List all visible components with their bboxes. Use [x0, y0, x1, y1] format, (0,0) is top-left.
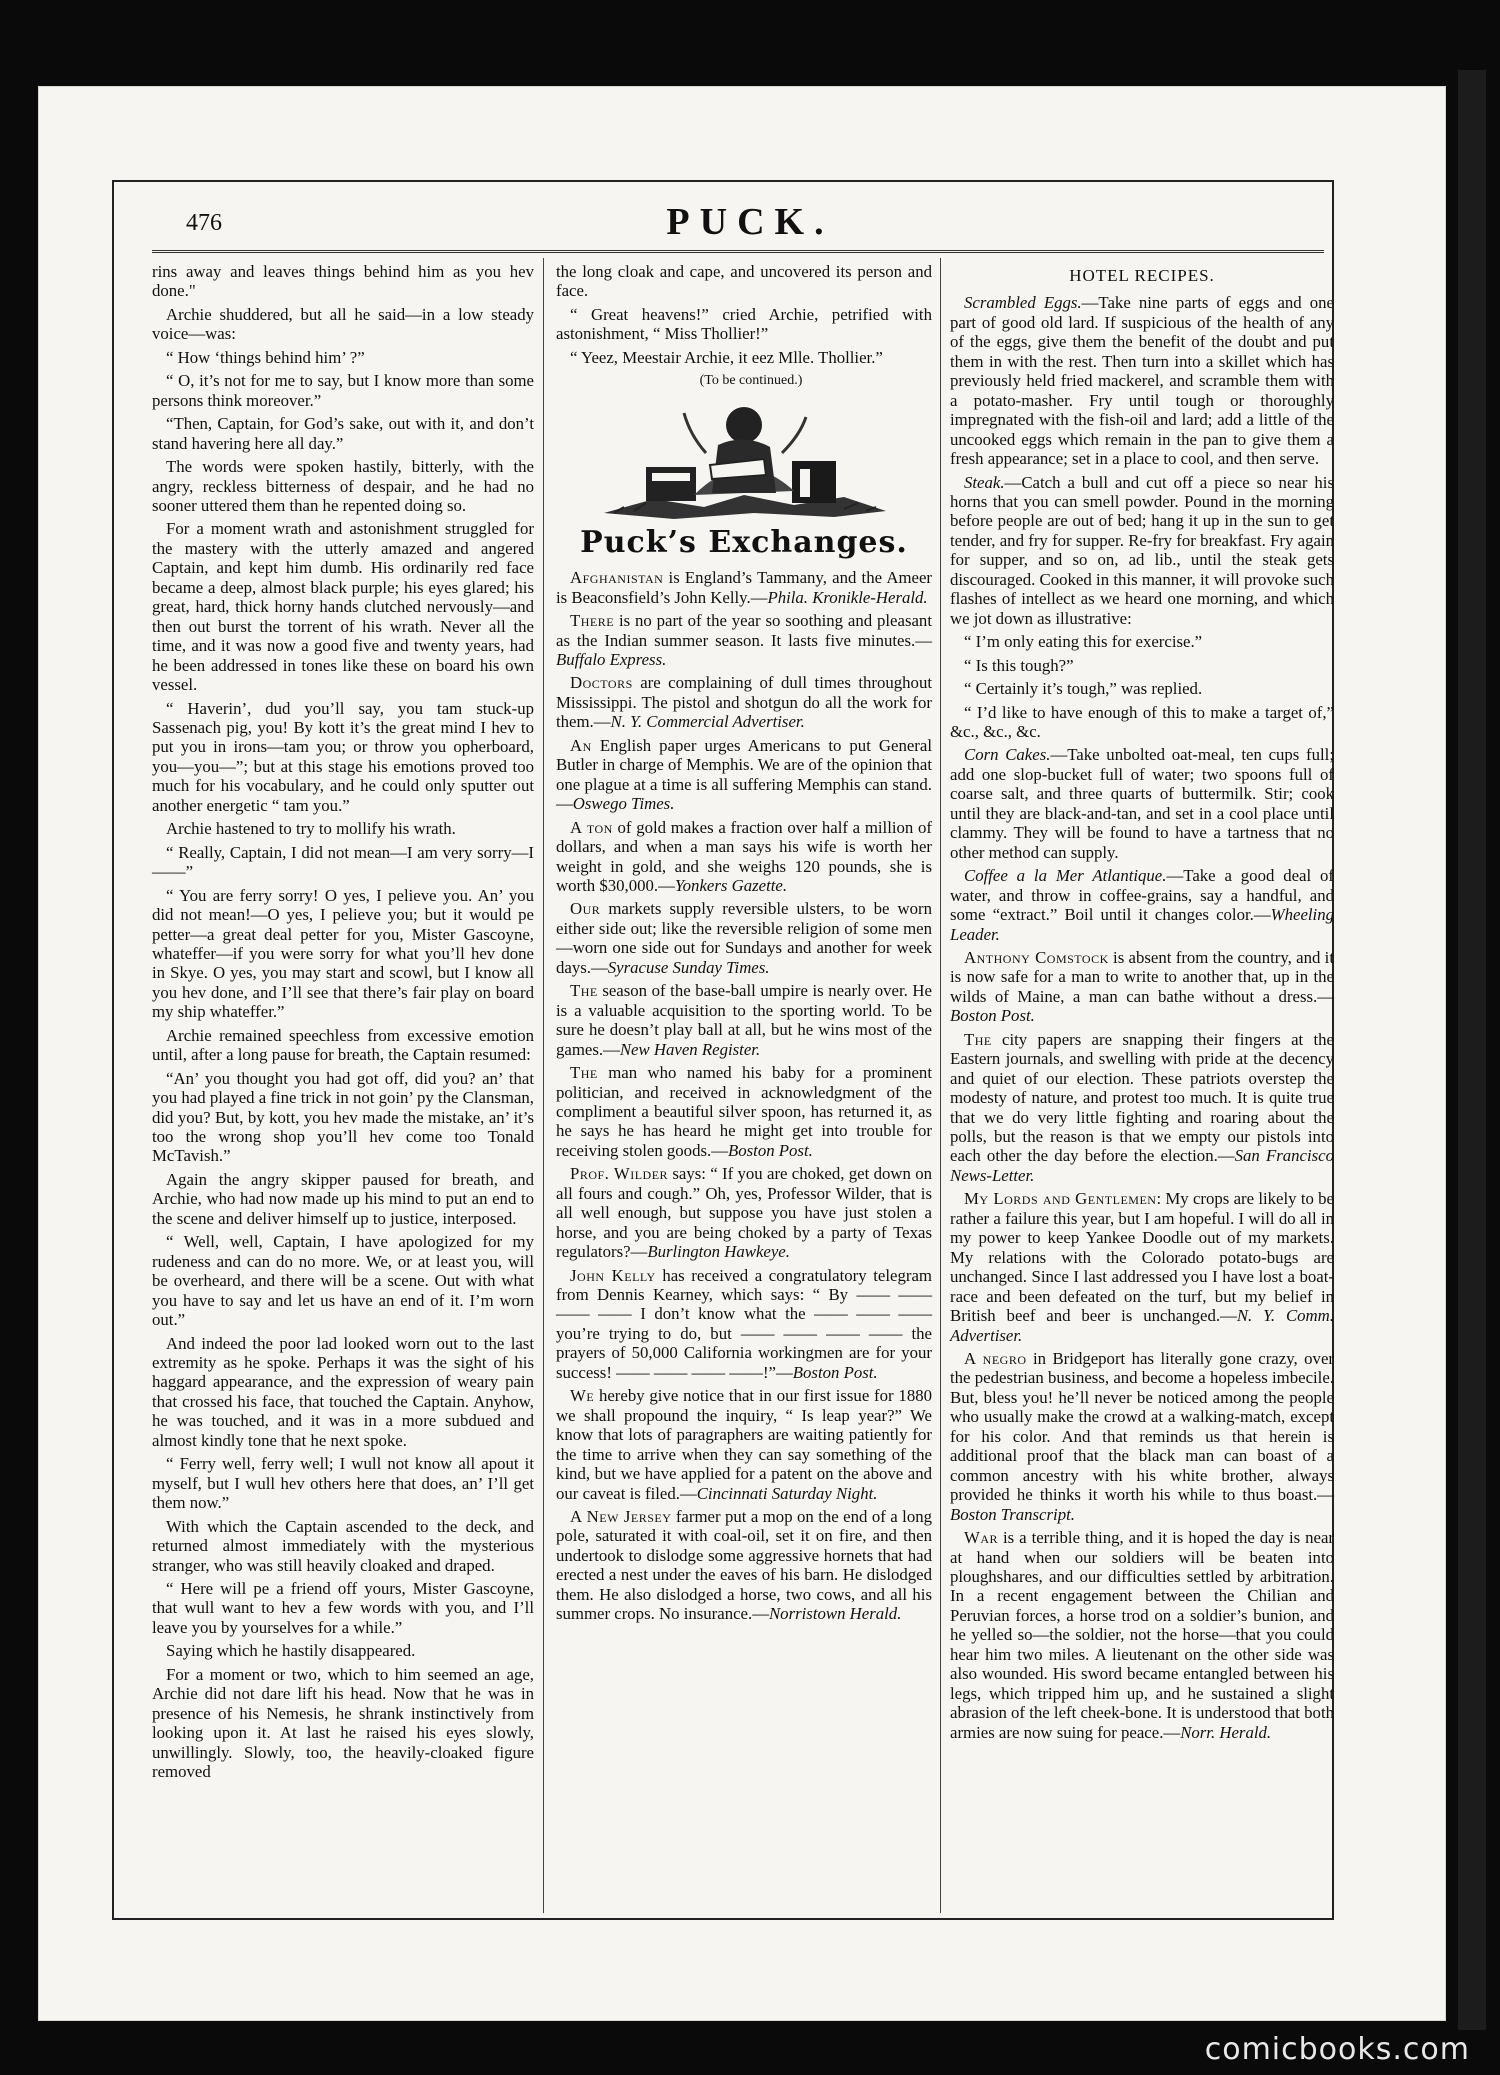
paragraph: rins away and leaves things behind him as you hev done." [152, 262, 534, 301]
item-paragraph [950, 293, 1334, 468]
masthead-rule [152, 250, 1324, 253]
paragraph: “ O, it’s not for me to say, but I know more than some persons think moreover.” [152, 371, 534, 410]
page-number: 476 [186, 210, 222, 236]
item-text: season of the base-ball umpire is nearly over. He is a valuable acquisition to the sporting world. To be sure he doesn’t play ball at all, but he wins most of the games.— [556, 981, 932, 1059]
item-lead: War [964, 1528, 999, 1548]
item-source: Boston Post. [727, 1140, 813, 1160]
item-text: markets supply reversible ulsters, to be worn either side out; like the reversible religion of some men—worn one side out for Sundays and another for week days.— [556, 899, 932, 977]
item-text: is no part of the year so soothing and pleasant as the Indian summer season. It lasts five minutes.— [556, 611, 932, 650]
masthead-title: PUCK. [666, 201, 834, 243]
item-lead: The [570, 1063, 598, 1083]
reading-figure-vignette [594, 395, 894, 527]
column-exchanges [556, 262, 932, 1628]
item-source: San Francisco News-Letter. [950, 1146, 1334, 1185]
item-lead: The [964, 1029, 992, 1049]
paragraph: “ Here will pe a friend off yours, Mister Gascoyne, that wull want to hev a few words with you, and I’ll leave you by yourselves for a while.” [152, 1579, 534, 1637]
item-paragraph [950, 1030, 1334, 1186]
item-text: are complaining of dull times throughout Mississippi. The pistol and shotgun do all the work for them.— [556, 673, 932, 732]
item-source: Boston Transcript. [950, 1504, 1075, 1524]
item-lead: A negro [964, 1349, 1027, 1369]
item-source: Oswego Times. [572, 794, 675, 814]
paragraph: “ Really, Captain, I did not mean—I am very sorry—I——” [152, 842, 534, 882]
item-text: city papers are snapping their fingers at the Eastern journals, and swelling with pride at the decency and quiet of our election. These patriots overstep the modesty of nature, and protest too much. It is quite true that we do very little fighting and roaring about the polls, but the reason is that we empty our pistols into each other the day before the election.— [950, 1029, 1334, 1166]
to-be-continued: (To be continued.) [699, 373, 803, 389]
column-hotel-recipes [950, 262, 1334, 1746]
item-text: in Bridgeport has literally gone crazy, over the pedestrian business, and become a hopeless imbecile. But, bless you! he’ll never be noticed among the people who usually make the crowd at a walking-match, except for his color. And that reminds us that herein is additional proof that the black man can boast of a common ancestry with his white brother, always provided he thinks it worth his while to thus boast.— [950, 1349, 1334, 1505]
item-source: Boston Post. [792, 1362, 878, 1382]
item-paragraph [950, 1189, 1334, 1345]
item-source: Phila. Kronikle-Herald. [767, 587, 928, 607]
paragraph: “ I’d like to have enough of this to make a target of,” &c., &c., &c. [950, 702, 1334, 741]
recipe-dialog [950, 632, 1334, 741]
paragraph: Archie remained speechless from excessive emotion until, after a long pause for breath, the Captain resumed: [152, 1025, 534, 1065]
item-text: hereby give notice that in our first issue for 1880 we shall propound the inquiry, “ Is leap year?” We know that lots of paragraphers are waiting patiently for the time to arrive when they can say something of the kind, but we have applied for a patent on the above and our caveat is filed.— [556, 1386, 932, 1503]
item-paragraph [556, 736, 932, 814]
item-paragraph [950, 866, 1334, 944]
paragraph: “ You are ferry sorry! O yes, I pelieve you. An’ you did not mean!—O yes, I pelieve you; but it would pe petter—a great deal petter for you, Mister Gascoyne, whateffer—if you were sorry for what you’ll hev done in Skye. O yes, you may start and scowl, but I know all you hev done, and I’ll see that there’s fair play on board my ship whateffer.” [152, 885, 534, 1022]
item-paragraph [556, 899, 932, 977]
item-text: —Take a good deal of water, and throw in coffee-grains, say a handful, and some “extract.” Boil until it changes color.— [950, 866, 1335, 925]
item-lead: Coffee a la Mer Atlantique. [964, 866, 1167, 886]
item-text: English paper urges Americans to put General Butler in charge of Memphis. We are of the opinion that one plague at a time is all suffering Memphis can stand.— [556, 735, 932, 814]
recipe-list [950, 293, 1334, 628]
paragraph: the long cloak and cape, and uncovered its person and face. [556, 262, 932, 301]
item-lead: Corn Cakes. [964, 745, 1051, 765]
item-source: Norristown Herald. [768, 1604, 902, 1624]
item-text: farmer put a mop on the end of a long pole, saturated it with coal-oil, set it on fire, and then undertook to dislodge some aggressive hornets that had erected a nest under the eaves of his barn. He dislodged them. He also dislodged a horse, two cows, and all his summer crops. No insurance.— [556, 1507, 932, 1624]
paragraph: “ Ferry well, ferry well; I wull not know all apout it myself, but I wull hev others here that does, an’ I’ll get them now.” [152, 1454, 534, 1513]
paragraph: “ Great heavens!” cried Archie, petrified with astonishment, “ Miss Thollier!” [556, 304, 932, 344]
paragraph: For a moment wrath and astonishment struggled for the mastery with the utterly amazed and angered Captain, and kept him dumb. His ordinarily red face became a deep, almost black purple; his eyes glared; his great, hard, thick horny hands clutched nervously—and then out burst the torrent of his wrath. Never all the time, and it was now a good five and twenty years, had he been addressed in tones like these on board his own vessel. [152, 519, 534, 695]
item-lead: Anthony Comstock [964, 947, 1109, 967]
item-paragraph [556, 1063, 932, 1160]
item-source: N. Y. Commercial Advertiser. [610, 712, 805, 732]
paragraph: Saying which he hastily disappeared. [166, 1641, 416, 1661]
item-source: N. Y. Comm. Advertiser. [950, 1306, 1334, 1345]
paragraph: “ I’m only eating this for exercise.” [964, 632, 1203, 652]
paragraph: “ Yeez, Meestair Archie, it eez Mlle. Thollier.” [570, 347, 883, 367]
column-three-items [950, 948, 1334, 1742]
paragraph: “An’ you thought you had got off, did you? an’ that you had played a fine trick in not goin’ py the Clansman, did you? But, by kott, you hev made the mistake, an’ it’s too the wrong shop you’ll hev come too Tonald McTavish.” [152, 1068, 534, 1166]
item-paragraph [950, 745, 1334, 862]
item-lead: Prof. Wilder [570, 1164, 669, 1184]
paragraph: Archie hastened to try to mollify his wrath. [166, 819, 456, 839]
item-paragraph [556, 1266, 932, 1383]
item-paragraph [556, 1164, 932, 1261]
item-paragraph [556, 1507, 932, 1624]
column-divider [940, 258, 941, 1913]
item-lead: Afghanistan [570, 568, 664, 588]
recipe-list-continued [950, 745, 1334, 944]
item-source: Yonkers Gazette. [674, 875, 788, 895]
item-text: is England’s Tammany, and the Ameer is Beaconsfield’s John Kelly.— [556, 568, 932, 607]
item-source: Wheeling Leader. [950, 905, 1334, 944]
item-text: : My crops are likely to be rather a failure this year, but I am hopeful. I will do all in my power to keep Yankee Doodle out of my markets. My relations with the Colorado potato-bugs are unchanged. Since I last addressed you I have lost a boat-race and been defeated on the turf, but my belief in British beef and beer is unchanged.— [950, 1189, 1334, 1326]
item-text: —Catch a bull and cut off a piece so near his horns that you can smell powder. Pound in the morning before people are out of bed; hang it up in the sun to get tender, and fry for supper. Re-fry for breakfast. Fry again for supper, and so on, ad lib., until the steak gets discouraged. Cooked in this manner, it will provoke such flashes of intellect as we heard one morning, and which we jot down as illustrative: [950, 472, 1334, 628]
paragraph: “Then, Captain, for God’s sake, out with it, and don’t stand havering here all day.” [152, 414, 534, 453]
paragraph: “ How ‘things behind him’ ?” [166, 347, 365, 367]
item-paragraph [556, 1386, 932, 1503]
item-text: —Take nine parts of eggs and one part of good old lard. If suspicious of the health of any of the eggs, give them the benefit of the doubt and put them in with the rest. Then turn into a skillet which has previously held fried mackerel, and scramble them with a potato-masher. Fry until tough or thoroughly impregnated with the fish-oil and lard; add a little of the uncooked eggs which remain in the pan to give them a fresh appearance; set in a place to cool, and then serve. [950, 293, 1334, 469]
item-source: Norr. Herald. [1180, 1722, 1272, 1742]
column-serial-story [152, 262, 534, 1786]
item-lead: We [570, 1386, 595, 1406]
item-lead: A New Jersey [570, 1507, 672, 1527]
item-lead: Scrambled Eggs. [964, 293, 1082, 313]
paragraph: With which the Captain ascended to the deck, and returned almost immediately with the mysterious stranger, who was still heavily cloaked and draped. [152, 1516, 534, 1575]
item-source: New Haven Register. [619, 1039, 761, 1059]
binding-gutter [1458, 70, 1486, 2030]
exchange-items [556, 568, 932, 1624]
item-paragraph [950, 1349, 1334, 1524]
paragraph: “ Is this tough?” [964, 655, 1074, 675]
item-paragraph [556, 568, 932, 607]
item-text: —Take unbolted oat-meal, ten cups full; add one slop-bucket full of water; two spoons full of coarse salt, and three quarts of buttermilk. Stir; cook until they are black-and-tan, and set in a cool place until clammy. They will be found to have a tartness that no other method can supply. [950, 745, 1335, 862]
item-paragraph [556, 673, 932, 731]
item-source: Syracuse Sunday Times. [607, 957, 770, 977]
paragraph: Archie shuddered, but all he said—in a low steady voice—was: [152, 304, 534, 344]
item-paragraph [556, 818, 932, 896]
item-paragraph [950, 473, 1334, 629]
site-watermark: comicbooks.com [1204, 2032, 1470, 2067]
hotel-recipes-heading: HOTEL RECIPES. [1069, 266, 1215, 285]
item-lead: The [570, 981, 598, 1001]
item-lead: There [570, 611, 615, 631]
item-source: Buffalo Express. [556, 649, 667, 669]
exchanges-heading: Puck’s Exchanges. [580, 524, 908, 560]
item-paragraph [556, 611, 932, 669]
item-lead: Doctors [570, 673, 633, 693]
paragraph: The words were spoken hastily, bitterly, with the angry, reckless bitterness of despair, and he had no sooner uttered them than he repented doing so. [152, 457, 534, 515]
paragraph: “ Certainly it’s tough,” was replied. [964, 679, 1203, 699]
item-lead: Steak. [964, 472, 1005, 492]
item-paragraph [950, 1528, 1334, 1742]
paragraph: “ Haverin’, dud you’ll say, you tam stuck-up Sassenach pig, you! By kott it’s the great mind I hev to put you in irons—tam you; or throw you opherboard, you—you—”; but at this stage his emotions proved too much for his vocabulary, and he could only sputter out another energetic “ tam you.” [152, 698, 534, 815]
item-lead: An [570, 735, 592, 755]
item-source: Burlington Hawkeye. [647, 1242, 790, 1262]
item-text: man who named his baby for a prominent politician, and received in acknowledgment of the compliment a beautiful silver spoon, has returned it, as he says he has heard he might get into trouble for receiving stolen goods.— [556, 1063, 932, 1160]
item-text: of gold makes a fraction over half a million of dollars, and when a man says his wife is worth her weight in gold, and she weighs 120 pounds, she is worth $30,000.— [556, 817, 932, 895]
item-text: is absent from the country, and it is now safe for a man to write to another that, up in the wilds of Maine, a man can bathe without a dress.— [950, 947, 1334, 1006]
item-text: says: “ If you are choked, get down on all fours and cough.” Oh, yes, Professor Wilder, that is all well enough, but suppose you have just stolen a horse, and you are being choked by a party of Texas regulators?— [556, 1164, 932, 1262]
item-lead: My Lords and Gentlemen [964, 1189, 1157, 1209]
paragraph: And indeed the poor lad looked worn out to the last extremity as he spoke. Perhaps it was the sight of his haggard appearance, and the expression of weary pain that crossed his face, that touched the Captain. Anyhow, he was touched, and it was in a more subdued and almost kindly tone that he next spoke. [152, 1333, 534, 1450]
paragraph: “ Well, well, Captain, I have apologized for my rudeness and can do no more. We, or at least you, will be overheard, and there will be a scene. Out with what you have to say and let us have an end of it. I’m worn out.” [152, 1232, 534, 1330]
item-text: is a terrible thing, and it is hoped the day is near at hand when our soldiers will be beaten into ploughshares, and our difficulties settled by arbitration. In a recent engagement between the Chilian and Peruvian forces, a horse trod on a soldier’s bunion, and he yelled so—the soldier, not the horse—that you could hear him two miles. A lieutenant on the other side was also wounded. His sword became entangled between his legs, which tripped him up, and he sustained a slight abrasion of the left cheek-bone. It is understood that both armies are now suing for peace.— [950, 1528, 1334, 1742]
item-source: Cincinnati Saturday Night. [696, 1483, 878, 1503]
paragraph: For a moment or two, which to him seemed an age, Archie did not dare lift his head. Now that he was in presence of his Nemesis, he shrank instinctively from looking upon it. At last he raised his eyes slowly, unwillingly. Slowly, too, the heavily-cloaked figure removed [152, 1664, 534, 1782]
item-text: has received a congratulatory telegram from Dennis Kearney, which says: “ By —— —— —— —— I don’t know what the —— —— —— you’re trying to do, but —— —— —— —— the prayers of 50,000 California workingmen are for your success! —— —— —— ——!”— [556, 1265, 932, 1382]
paragraph: Again the angry skipper paused for breath, and Archie, who had now made up his mind to put an end to the scene and deliver himself up to justice, interposed. [152, 1169, 534, 1228]
item-lead: Our [570, 899, 601, 919]
item-lead: John Kelly [570, 1265, 656, 1285]
item-paragraph [950, 948, 1334, 1026]
story-continuation [556, 262, 932, 367]
item-paragraph [556, 981, 932, 1059]
item-lead: A ton [570, 817, 613, 837]
item-source: Boston Post. [950, 1006, 1035, 1026]
column-divider [543, 258, 544, 1913]
